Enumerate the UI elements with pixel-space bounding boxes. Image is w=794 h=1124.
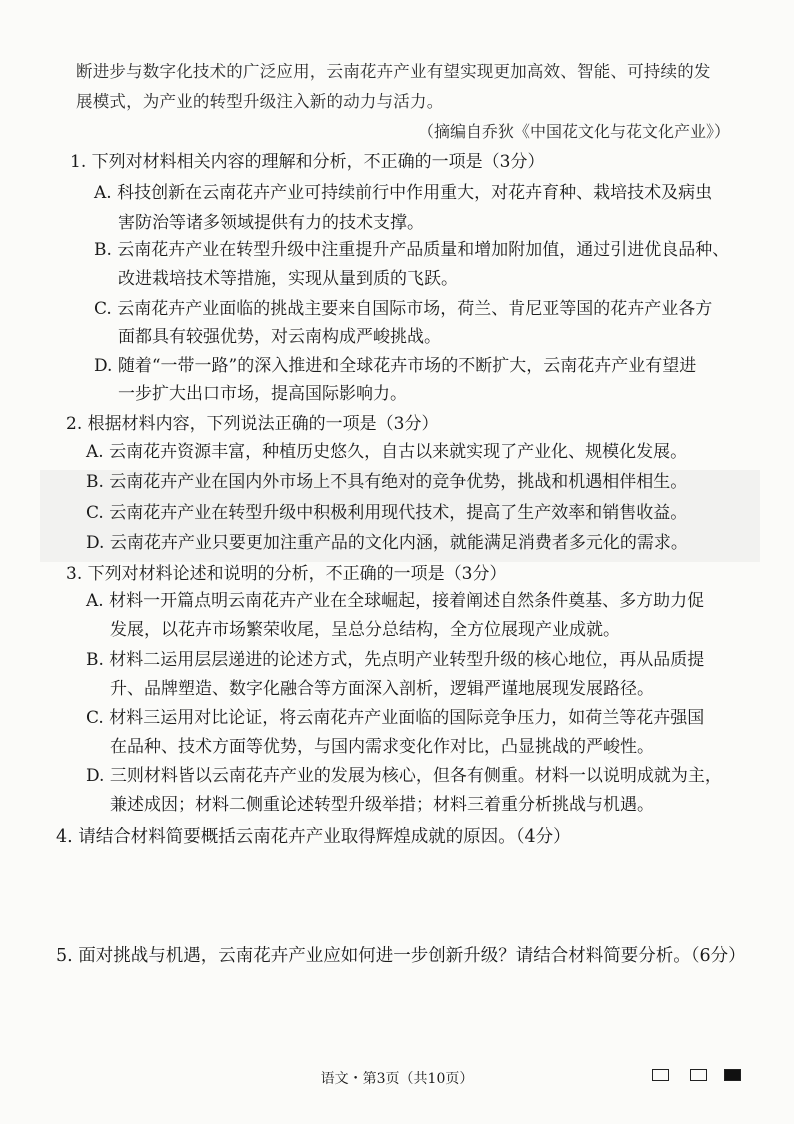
question-1-stem: 1. 下列对材料相关内容的理解和分析，不正确的一项是（3分） <box>70 152 545 172</box>
question-1-option-b: B. 云南花卉产业在转型升级中注重提升产品质量和增加附加值，通过引进优良品种、 <box>94 240 730 260</box>
question-2-stem: 2. 根据材料内容，下列说法正确的一项是（3分） <box>66 414 439 434</box>
marker-box-empty-icon <box>652 1069 669 1081</box>
question-5-stem: 5. 面对挑战与机遇，云南花卉产业应如何进一步创新升级？请结合材料简要分析。（6分） <box>56 946 746 966</box>
marker-box-empty-icon <box>690 1069 707 1081</box>
question-2-option-d: D. 云南花卉产业只要更加注重产品的文化内涵，就能满足消费者多元化的需求。 <box>86 533 688 553</box>
question-3-option-a-cont: 发展，以花卉市场繁荣收尾，呈总分总结构，全方位展现产业成就。 <box>110 620 620 640</box>
intro-line-2: 展模式，为产业的转型升级注入新的动力与活力。 <box>76 92 444 111</box>
question-1-option-c-cont: 面都具有较强优势，对云南构成严峻挑战。 <box>118 327 441 347</box>
question-1-option-b-cont: 改进栽培技术等措施，实现从量到质的飞跃。 <box>118 269 458 289</box>
question-3-option-a: A. 材料一开篇点明云南花卉产业在全球崛起，接着阐述自然条件奠基、多方助力促 <box>86 591 705 611</box>
page-footer: 语文・第3页（共10页） <box>320 1071 474 1087</box>
source-citation: （摘编自乔狄《中国花文化与花文化产业》） <box>418 122 731 141</box>
question-3-option-d: D. 三则材料皆以云南花卉产业的发展为核心，但各有侧重。材料一以说明成就为主， <box>86 766 722 786</box>
intro-line-1: 断进步与数字化技术的广泛应用，云南花卉产业有望实现更加高效、智能、可持续的发 <box>76 62 711 81</box>
question-3-option-d-cont: 兼述成因；材料二侧重论述转型升级举措；材料三着重分析挑战与机遇。 <box>110 795 654 815</box>
question-2-option-b: B. 云南花卉产业在国内外市场上不具有绝对的竞争优势，挑战和机遇相伴相生。 <box>86 472 688 492</box>
question-3-option-b: B. 材料二运用层层递进的论述方式，先点明产业转型升级的核心地位，再从品质提 <box>86 650 705 670</box>
marker-box-filled-icon <box>724 1069 741 1081</box>
question-3-stem: 3. 下列对材料论述和说明的分析，不正确的一项是（3分） <box>66 564 507 584</box>
question-4-stem: 4. 请结合材料简要概括云南花卉产业取得辉煌成就的原因。（4分） <box>56 827 571 847</box>
question-3-option-b-cont: 升、品牌塑造、数字化融合等方面深入剖析，逻辑严谨地展现发展路径。 <box>110 679 654 699</box>
question-2-option-c: C. 云南花卉产业在转型升级中积极利用现代技术，提高了生产效率和销售收益。 <box>86 503 688 523</box>
question-2-option-a: A. 云南花卉资源丰富，种植历史悠久，自古以来就实现了产业化、规模化发展。 <box>86 442 688 462</box>
question-3-option-c-cont: 在品种、技术方面等优势，与国内需求变化作对比，凸显挑战的严峻性。 <box>110 737 654 757</box>
question-1-option-a-cont: 害防治等诸多领域提供有力的技术支撑。 <box>118 213 424 233</box>
question-1-option-a: A. 科技创新在云南花卉产业可持续前行中作用重大，对花卉育种、栽培技术及病虫 <box>94 183 713 203</box>
question-1-option-d-cont: 一步扩大出口市场，提高国际影响力。 <box>118 384 407 404</box>
question-3-option-c: C. 材料三运用对比论证，将云南花卉产业面临的国际竞争压力，如荷兰等花卉强国 <box>86 708 705 728</box>
question-1-option-c: C. 云南花卉产业面临的挑战主要来自国际市场，荷兰、肯尼亚等国的花卉产业各方 <box>94 299 713 319</box>
question-1-option-d: D. 随着“一带一路”的深入推进和全球花卉市场的不断扩大，云南花卉产业有望进 <box>94 356 697 376</box>
